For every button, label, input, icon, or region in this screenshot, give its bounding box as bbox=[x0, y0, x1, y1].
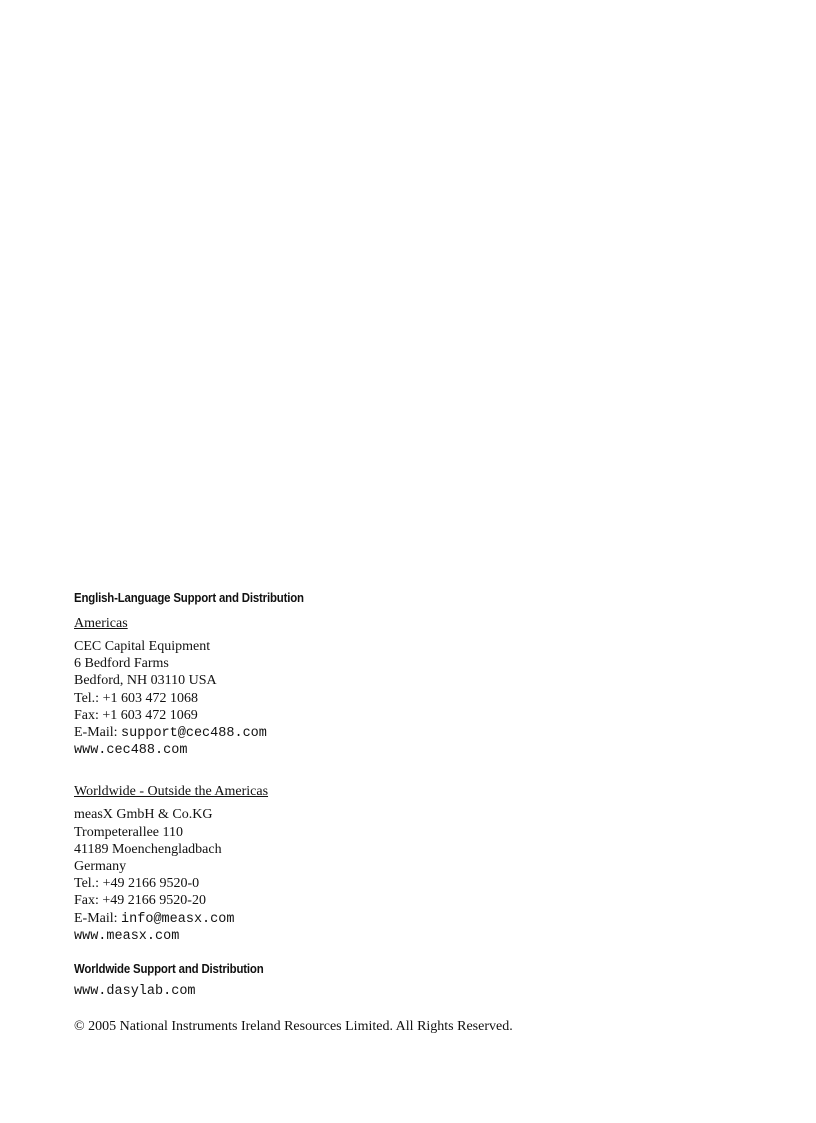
outside-city: 41189 Moenchengladbach bbox=[74, 841, 222, 857]
americas-company: CEC Capital Equipment bbox=[74, 639, 211, 654]
support-contact-section bbox=[74, 589, 774, 1035]
outside-email-label: E-Mail: bbox=[74, 910, 122, 926]
outside-americas-address-block bbox=[74, 806, 774, 945]
outside-tel: Tel.: +49 2166 9520-0 bbox=[74, 876, 200, 892]
outside-web-link[interactable]: www.measx.com bbox=[74, 928, 180, 944]
outside-company: measX GmbH & Co.KG bbox=[74, 807, 213, 823]
outside-email-line bbox=[74, 910, 774, 928]
copyright-notice: © 2005 National Instruments Ireland Resources Limited. All Rights Reserved. bbox=[74, 1019, 513, 1035]
worldwide-support-heading: Worldwide Support and Distribution bbox=[74, 961, 264, 977]
outside-street: Trompeterallee 110 bbox=[74, 824, 183, 840]
americas-street: 6 Bedford Farms bbox=[74, 656, 169, 672]
dasylab-web-link[interactable]: www.dasylab.com bbox=[74, 984, 196, 1000]
americas-city: Bedford, NH 03110 USA bbox=[74, 673, 217, 689]
americas-email-label: E-Mail: bbox=[74, 725, 122, 741]
outside-country: Germany bbox=[74, 859, 127, 875]
english-support-heading: English-Language Support and Distribution bbox=[74, 590, 304, 605]
americas-email-line bbox=[74, 724, 774, 742]
americas-fax: Fax: +1 603 472 1069 bbox=[74, 707, 198, 723]
outside-fax: Fax: +49 2166 9520-20 bbox=[74, 893, 206, 909]
americas-tel: Tel.: +1 603 472 1068 bbox=[74, 690, 198, 706]
outside-americas-region-title: Worldwide - Outside the Americas bbox=[74, 784, 269, 800]
americas-web-link[interactable]: www.cec488.com bbox=[74, 743, 188, 759]
americas-region-title: Americas bbox=[74, 616, 128, 631]
americas-email-link[interactable]: support@cec488.com bbox=[121, 726, 267, 742]
americas-address-block bbox=[74, 638, 774, 759]
outside-email-link[interactable]: info@measx.com bbox=[121, 911, 235, 927]
